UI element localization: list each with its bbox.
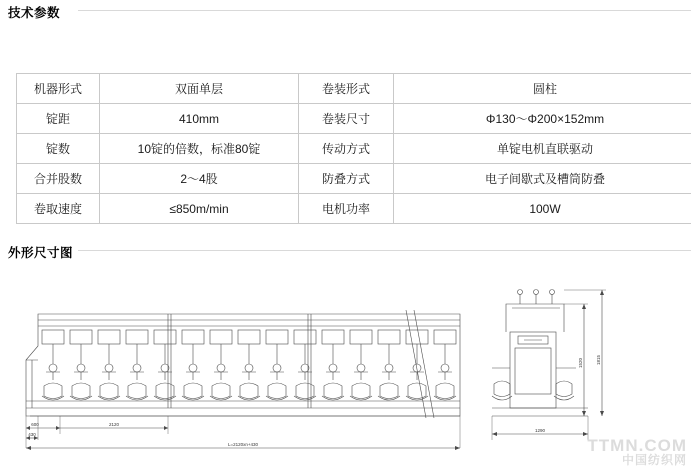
spec-label: 机器形式 (17, 74, 100, 104)
watermark-site-name: 中国纺织网 (621, 453, 687, 468)
spec-value: 圆柱 (394, 74, 691, 104)
table-row (17, 164, 691, 194)
spec-label: 传动方式 (299, 134, 394, 164)
spec-label: 锭数 (17, 134, 100, 164)
dimension-1520: 1520 (578, 357, 583, 369)
spec-value: 电子间歇式及槽筒防叠 (394, 164, 691, 194)
spec-label: 卷装尺寸 (299, 104, 394, 134)
table-row (17, 194, 691, 224)
spec-value: 100W (394, 194, 691, 224)
spec-value: 双面单层 (100, 74, 299, 104)
dimension-600: 600 (31, 422, 39, 427)
spec-value: 2～4股 (100, 164, 299, 194)
spec-label: 卷取速度 (17, 194, 100, 224)
title-divider-specifications (78, 10, 691, 11)
dimension-2120: 2120 (108, 422, 120, 427)
page-title-specifications: 技术参数 (8, 6, 61, 20)
table-row (17, 134, 691, 164)
page-title-dimension-drawing: 外形尺寸图 (8, 246, 74, 260)
spec-value: 10锭的倍数，标准80锭 (100, 134, 299, 164)
spec-value: ≤850m/min (100, 194, 299, 224)
spec-value: Φ130～Φ200×152mm (394, 104, 691, 134)
spec-label: 防叠方式 (299, 164, 394, 194)
dimension-1815: 1815 (596, 354, 601, 366)
dimension-430: 430 (28, 432, 36, 437)
spec-label: 电机功率 (299, 194, 394, 224)
spec-label: 锭距 (17, 104, 100, 134)
dimension-total-length: L=2120xn+430 (227, 442, 259, 447)
spec-label: 合并股数 (17, 164, 100, 194)
specifications-table (16, 73, 691, 224)
table-row (17, 104, 691, 134)
title-divider-dimension-drawing (78, 250, 691, 251)
spec-value: 单锭电机直联驱动 (394, 134, 691, 164)
table-row (17, 74, 691, 104)
spec-label: 卷装形式 (299, 74, 394, 104)
machine-dimension-drawing (8, 268, 683, 464)
watermark-domain: TTMN.COM (587, 435, 687, 455)
dimension-1290: 1290 (534, 428, 546, 433)
spec-value: 410mm (100, 104, 299, 134)
